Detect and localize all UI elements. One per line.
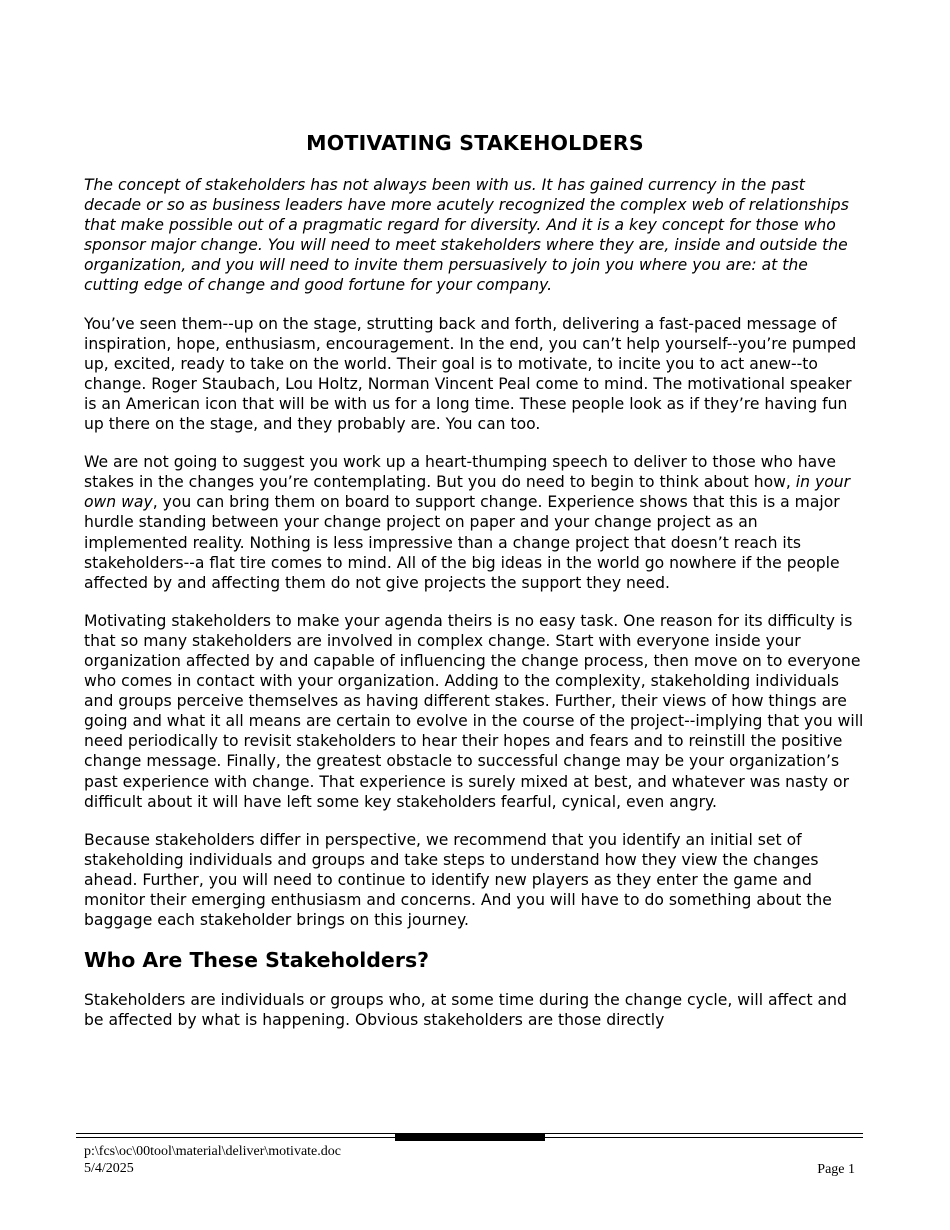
intro-paragraph: The concept of stakeholders has not always been with us. It has gained currency in the past decade or so as business leaders have more acutely recognized the complex web of relationships that make possible out of a pragmatic regard for diversity. And it is a key concept for those who sponsor major change. You will need to meet stakeholders where they are, inside and outside the organization, and you will need to invite them persuasively to join you where you are: at the cutting edge of change and good fortune for your company. — [84, 176, 849, 295]
paragraph-3: Motivating stakeholders to make your agenda theirs is no easy task. One reason for its difficulty is that so many stakeholders are involved in complex change. Start with everyone inside your organization affected by and capable of influencing the change process, then move on to everyone who comes in contact with your organization. Adding to the complexity, stakeholding individuals and groups perceive themselves as having different stakes. Further, their views of how things are going and what it all means are certain to evolve in the course of the project--implying that you will need periodically to revisit stakeholders to hear their hopes and fears and to reinstill the positive change message. Finally, the greatest obstacle to successful change may be your organization’s past experience with change. That experience is surely mixed at best, and whatever was nasty or difficult about it will have left some key stakeholders fearful, cynical, even angry. — [84, 611, 864, 811]
paragraph-2-emphasis: in your own way — [84, 473, 851, 512]
footer-page-number: Page 1 — [817, 1162, 855, 1177]
footer-bar — [395, 1134, 545, 1141]
paragraph-5: Stakeholders are individuals or groups who, at some time during the change cycle, will affect and be affected by what is happening. Obvious stakeholders are those directly — [84, 991, 847, 1030]
paragraph-2 — [84, 452, 866, 593]
footer-file-path: p:\fcs\oc\00tool\material\deliver\motivate.doc — [84, 1144, 341, 1159]
paragraph-2-part-a: We are not going to suggest you work up a heart-thumping speech to deliver to those who have stakes in the changes you’re contemplating. But you do need to begin to think about how, — [84, 453, 837, 492]
document-body — [84, 175, 866, 1030]
paragraph-4: Because stakeholders differ in perspective, we recommend that you identify an initial set of stakeholding individuals and groups and take steps to understand how they view the changes ahead. Further, you will need to continue to identify new players as they enter the game and monitor their emerging enthusiasm and concerns. And you will have to do something about the baggage each stakeholder brings on this journey. — [84, 830, 832, 930]
paragraph-1: You’ve seen them--up on the stage, strutting back and forth, delivering a fast-paced message of inspiration, hope, enthusiasm, encouragement. In the end, you can’t help yourself--you’re pumped up, excited, ready to take on the world. Their goal is to motivate, to incite you to act anew--to change. Roger Staubach, Lou Holtz, Norman Vincent Peal come to mind. The motivational speaker is an American icon that will be with us for a long time. These people look as if they’re having fun up there on the stage, and they probably are. You can too. — [84, 314, 857, 434]
document-title: MOTIVATING STAKEHOLDERS — [306, 131, 644, 155]
section-heading: Who Are These Stakeholders? — [84, 948, 430, 973]
paragraph-2-part-b: , you can bring them on board to support change. Experience shows that this is a major hurdle standing between your change project on paper and your change project as an implemented reality. Nothing is less impressive than a change project that doesn’t reach its stakeholders--a flat tire comes to mind. All of the big ideas in the world go nowhere if the people affected by and affecting them do not give projects the support they need. — [84, 493, 840, 592]
footer-date: 5/4/2025 — [84, 1161, 134, 1176]
